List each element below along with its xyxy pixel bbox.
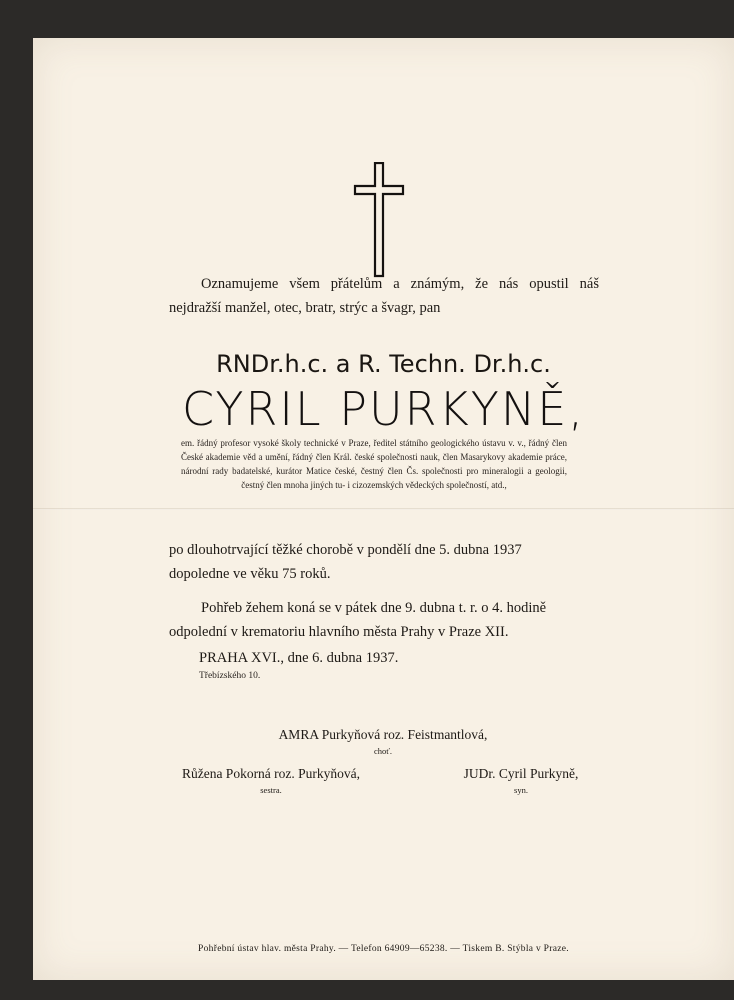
- death-line-1: po dlouhotrvající těžké chorobě v pondělí dne 5. dubna 1937: [169, 542, 522, 558]
- mourner-relation: syn.: [514, 785, 528, 795]
- mourner-relation: sestra.: [260, 785, 282, 795]
- mourner-name: AMRA Purkyňová roz. Feistmantlová,: [278, 727, 488, 742]
- mourner-sister: [149, 766, 393, 795]
- academic-titles: RNDr.h.c. a R. Techn. Dr.h.c.: [216, 350, 551, 378]
- death-details: [169, 538, 599, 654]
- funeral-line-2: odpolední v krematoriu hlavního města Prahy v Praze XII.: [169, 624, 509, 640]
- address: Třebízského 10.: [199, 671, 261, 681]
- death-line-2: dopoledne ve věku 75 roků.: [169, 566, 331, 582]
- mourner-name: Růžena Pokorná roz. Purkyňová,: [181, 766, 361, 781]
- mourner-wife: [233, 727, 533, 756]
- printer-footer: Pohřební ústav hlav. města Prahy. — Telefon 64909—65238. — Tiskem B. Stýbla v Praze.: [198, 944, 569, 954]
- place-and-date: PRAHA XVI., dne 6. dubna 1937.: [199, 650, 399, 666]
- announcement-intro: [169, 272, 599, 320]
- mourner-name: JUDr. Cyril Purkyně,: [463, 766, 579, 781]
- intro-line-1: Oznamujeme všem přátelům a známým, že nás opustil náš: [201, 276, 599, 292]
- cross-icon: [353, 162, 405, 278]
- funeral-line-1: Pohřeb žehem koná se v pátek dne 9. dubna t. r. o 4. hodině: [201, 600, 547, 616]
- paper-fold-line: [33, 508, 734, 510]
- deceased-name: CYRIL PURKYNĚ,: [182, 382, 585, 436]
- deceased-offices: em. řádný profesor vysoké školy technické v Praze, ředitel státního geologického ústavu v. v., řádný člen České akademie věd a umění, řádný člen Král. české společnosti nauk, člen Masarykovy akademie práce, národní rady badatelské, kurátor Matice české, čestný člen Čs. společnosti pro mineralogii a geologii, čestný člen mnoha jiných tu- i cizozemských vědeckých společností, atd.,: [181, 438, 567, 490]
- obituary-paper: [33, 38, 734, 980]
- mourner-relation: choť.: [373, 746, 393, 756]
- mourner-son: [421, 766, 621, 795]
- intro-line-2: nejdražší manžel, otec, bratr, strýc a švagr, pan: [169, 300, 441, 316]
